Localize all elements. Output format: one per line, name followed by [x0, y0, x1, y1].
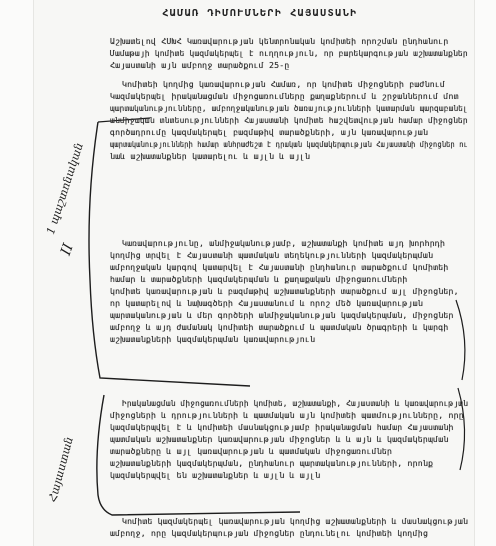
- text-line: Աշխատելով ՀՍԽՀ Կառավարության կենտրոնական կոմիտեի որոշման ընդհանուր: [110, 36, 449, 46]
- text-line: պարտականության և մեր գործերի անմիջականության կազմակերպման, միջոցներ: [110, 310, 454, 320]
- text-line: Մամաթայի կոմիտե կազմակերպել է ուղղություն, որ բարեկարգության աշխատանքներ: [110, 48, 468, 58]
- text-line: համար և տարածքների կազմակերպման և քաղաքական միջոցառումների: [110, 274, 408, 284]
- text-line: պարտականությունների համար անհրաժեշտ է դրական կազմակերպության Հայաստանի միջոցներ ու: [110, 139, 468, 149]
- text-line: աշխատանքների կազմակերպման կառավարություն: [110, 334, 316, 344]
- text-line: գործադրումը կազմակերպել բազմաթիվ տարածքների, այն կառավարության: [110, 127, 429, 137]
- text-line: Կոմիտեի կողմից կառավարության Համառ, որ կոմիտե միջոցների բաժնում: [122, 79, 446, 89]
- text-line: աշխատանքների կազմակերպման, ընդհանուր պարտականությունների, որոնք: [110, 458, 434, 468]
- margin-note-3: Հայաստան: [46, 435, 76, 504]
- text-line: Հայաստանի այն ամբողջ տարածքում 25-ը: [110, 60, 290, 70]
- text-line: նաև աշխատանքներ կատարելու և այլն և այլն: [110, 151, 311, 161]
- text-line: Կոմիտե կազմակերպել կառավարության կողմից աշխատանքների և մասնակցության: [122, 516, 469, 526]
- margin-note-2: II: [58, 241, 77, 258]
- text-line: ամբողջ և այդ ժամանակ կոմիտեի տարածքում և պատմական ծրագրերի և կարգի: [110, 322, 449, 332]
- text-line: պատմական աշխատանքներ կառավարության միջոցներ և և այն և կազմակերպման: [110, 434, 449, 444]
- text-line: կոմիտե կառավարության և բազմաթիվ աշխատանքների տարածքում այլ միջոցներ,: [110, 286, 459, 296]
- right-bracket: [456, 300, 465, 380]
- text-line: կազմակերպվել է և կոմիտեի մասնակցությամբ իրականացման համար Հայաստանի: [110, 422, 454, 432]
- text-line: Իրականացման միջոցառումների կոմիտե, աշխատանքի, Հայաստանի և կառավարության: [122, 398, 468, 408]
- text-line: տարածքները և այլ կառավարության և պատմական միջոցառումներ: [110, 446, 393, 456]
- margin-note-1: 1 պաշտոնական: [44, 141, 86, 237]
- text-line: կազմակերպվել են աշխատանքներ և այլն և այլն: [110, 470, 321, 480]
- text-line: Կառավարությունը, անմիջականությամբ, աշխատանքի կոմիտե այդ խորհրդի: [122, 238, 446, 248]
- text-line: կողմից տրվել է Հայաստանի պատմական տեղեկությունների կազմակերպման: [110, 250, 434, 260]
- text-line: ամբողջ, որը կազմակերպության միջոցներ ընդունելու կոմիտեի կողմից: [110, 528, 429, 538]
- text-line: անմիջական տնտեսությունների Հայաստանի կոմիտե հաշվետվության համար միջոցներ: [110, 115, 468, 125]
- text-line: միջոցների և դրությունների և պատմական այն կոմիտեի պատմությունները, որը: [110, 410, 464, 420]
- text-line: պարտականությունները, ամբողջականության ծառայությունների կատարման պարզաբանել: [110, 103, 468, 113]
- document-title: ՀԱՄԱՌ ԴԻՄՈՒՄՆԵՐԻ ՀԱՅԱՍՏԱՆԻ: [162, 8, 358, 19]
- text-line: ամբողջական կարգով կատարվել է Հայաստանի ընդհանուր տարածքում կոմիտեի: [110, 262, 449, 272]
- text-line: Կազմակերպել իրականացման միջոցառումները քաղաքներում և շրջաններում մոտ: [110, 91, 459, 101]
- text-line: որ կատարելով և նախագծերի Հայաստանում և որոշ մեծ կառավարության: [110, 298, 423, 308]
